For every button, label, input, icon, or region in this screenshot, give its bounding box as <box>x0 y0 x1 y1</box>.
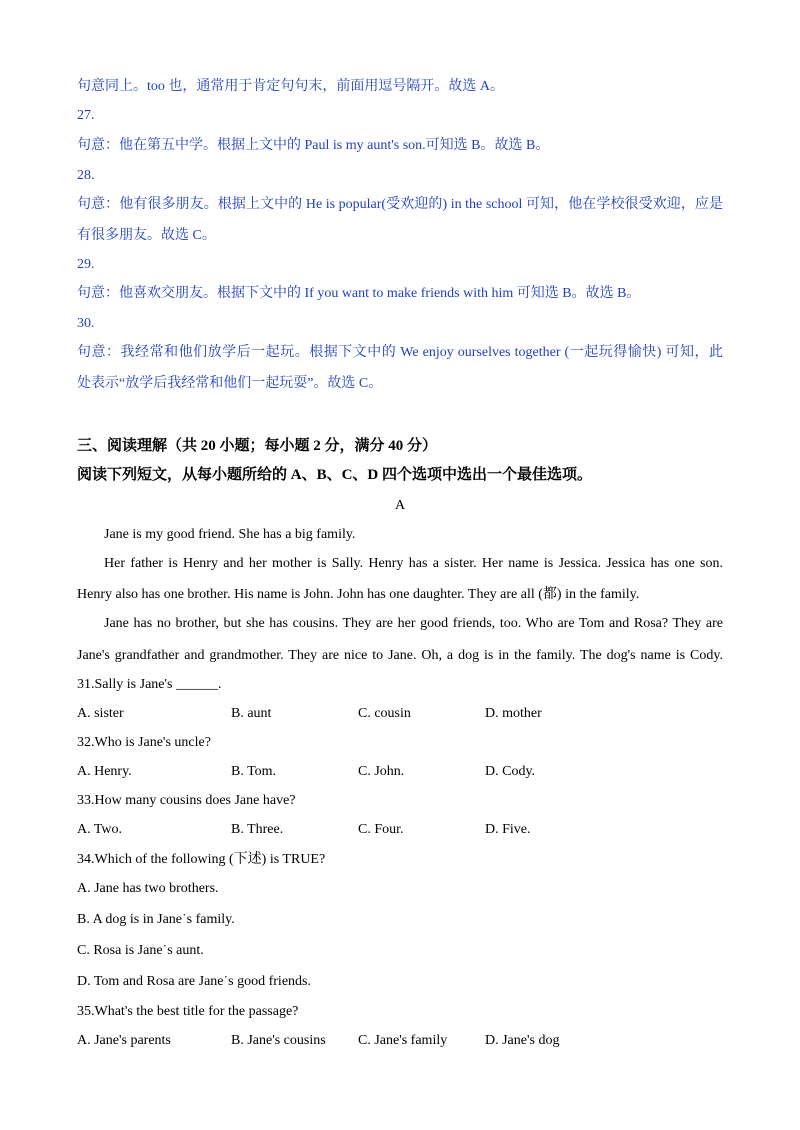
passage-paragraph-2-line1: Her father is Henry and her mother is Sally. Henry has a sister. Her name is Jessica. Jessica has one son. <box>104 556 723 571</box>
question-32-option-a: A. Henry. <box>77 764 132 779</box>
question-35-option-a: A. Jane's parents <box>77 1033 171 1048</box>
section-heading: 三、阅读理解（共 20 小题；每小题 2 分，满分 40 分） <box>77 438 438 454</box>
question-33-option-a: A. Two. <box>77 822 123 837</box>
question-33-option-b: B. Three. <box>231 822 284 837</box>
question-31-option-b: B. aunt <box>231 706 272 721</box>
answer-30-number: 30. <box>77 316 95 331</box>
question-33-option-c: C. Four. <box>358 822 404 837</box>
question-32-option-b: B. Tom. <box>231 764 277 779</box>
passage-paragraph-3-line1: Jane has no brother, but she has cousins. They are her good friends, too. Who are Tom and Rosa? They are <box>104 616 723 631</box>
passage-label: A <box>394 498 406 513</box>
passage-paragraph-3-line2: Jane's grandfather and grandmother. They are nice to Jane. Oh, a dog is in the family. The dog's name is Cody. <box>77 648 723 663</box>
answer-27-explanation: 句意：他在第五中学。根据上文中的 Paul is my aunt's son.可知选 B。故选 B。 <box>77 138 550 153</box>
question-32-stem: 32.Who is Jane's uncle? <box>77 735 211 750</box>
question-31-stem: 31.Sally is Jane's ______. <box>77 677 222 692</box>
answer-27-number: 27. <box>77 108 95 123</box>
question-32-option-d: D. Cody. <box>485 764 536 779</box>
question-35-option-d: D. Jane's dog <box>485 1033 560 1048</box>
answer-26-explanation: 句意同上。too 也，通常用于肯定句句末，前面用逗号隔开。故选 A。 <box>77 79 504 94</box>
question-35-option-c: C. Jane's family <box>358 1033 448 1048</box>
answer-28-explanation-line2: 有很多朋友。故选 C。 <box>77 228 216 243</box>
answer-29-explanation: 句意：他喜欢交朋友。根据下文中的 If you want to make friends with him 可知选 B。故选 B。 <box>77 286 641 301</box>
answer-30-explanation-line1: 句意：我经常和他们放学后一起玩。根据下文中的 We enjoy ourselves together (一起玩得愉快) 可知，此 <box>77 345 723 360</box>
question-34-option-d: D. Tom and Rosa are Jane˙s good friends. <box>77 974 311 989</box>
question-31-option-d: D. mother <box>485 706 542 721</box>
answer-29-number: 29. <box>77 257 95 272</box>
answer-28-explanation-line1: 句意：他有很多朋友。根据上文中的 He is popular(受欢迎的) in the school 可知，他在学校很受欢迎，应是 <box>77 197 723 212</box>
question-31-option-c: C. cousin <box>358 706 411 721</box>
answer-28-number: 28. <box>77 168 95 183</box>
question-34-stem: 34.Which of the following (下述) is TRUE? <box>77 852 326 867</box>
question-33-stem: 33.How many cousins does Jane have? <box>77 793 296 808</box>
answer-30-explanation-line2: 处表示“放学后我经常和他们一起玩耍”。故选 C。 <box>77 376 383 391</box>
passage-paragraph-2-line2: Henry also has one brother. His name is John. John has one daughter. They are all (都) in the family. <box>77 587 640 602</box>
question-32-option-c: C. John. <box>358 764 405 779</box>
question-34-option-c: C. Rosa is Jane˙s aunt. <box>77 943 204 958</box>
question-34-option-b: B. A dog is in Jane˙s family. <box>77 912 235 927</box>
section-instruction: 阅读下列短文，从每小题所给的 A、B、C、D 四个选项中选出一个最佳选项。 <box>77 467 593 483</box>
question-35-option-b: B. Jane's cousins <box>231 1033 326 1048</box>
question-31-option-a: A. sister <box>77 706 124 721</box>
question-34-option-a: A. Jane has two brothers. <box>77 881 219 896</box>
question-35-stem: 35.What's the best title for the passage? <box>77 1004 299 1019</box>
passage-paragraph-1: Jane is my good friend. She has a big family. <box>104 527 356 542</box>
question-33-option-d: D. Five. <box>485 822 531 837</box>
